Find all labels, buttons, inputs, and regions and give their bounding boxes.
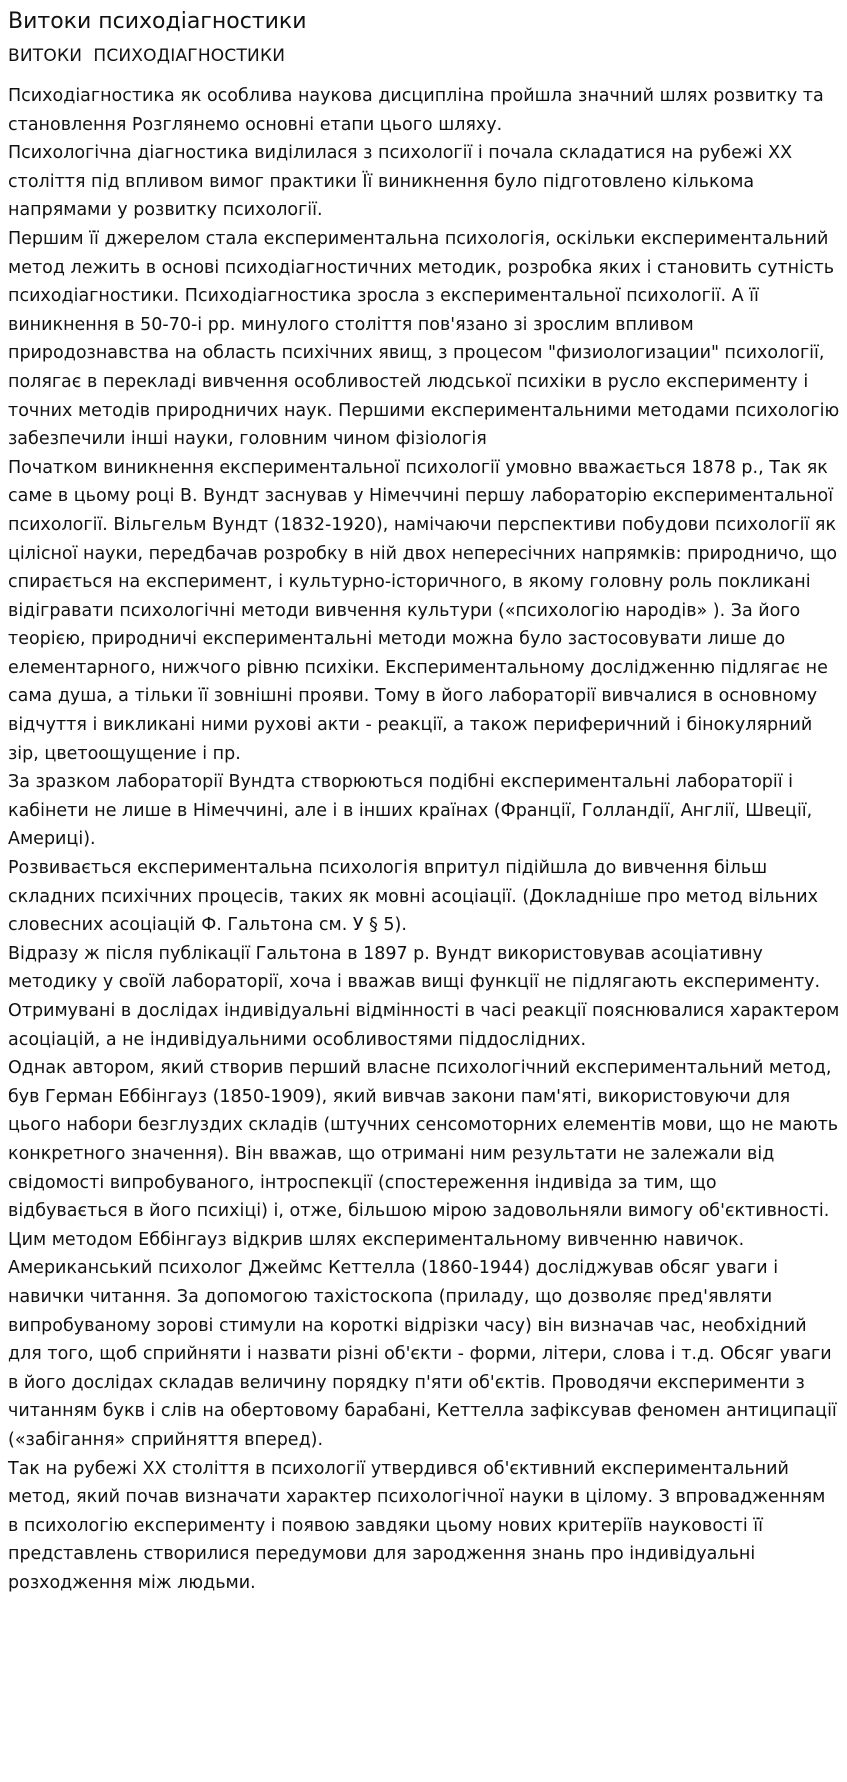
paragraph: За зразком лабораторії Вундта створюються подібні експериментальні лабораторії і кабінети не лише в Німеччині, але і в інших країнах (Франції, Голландії, Англії, Швеції, Америці). (8, 772, 813, 850)
page-title: Витоки психодіагностики (8, 9, 307, 34)
paragraph: Психодіагностика як особлива наукова дисципліна пройшла значний шлях розвитку та становлення Розглянемо основні етапи цього шляху. (8, 86, 824, 135)
paragraph: Американський психолог Джеймс Кеттелла (1860-1944) досліджував обсяг уваги і навички читання. За допомогою тахістоскопа (приладу, що дозволяє пред'являти випробуваному зорові стимули на короткі відрізки часу) він визначав час, необхідний для того, щоб сприйняти і назвати різні об'єкти - форми, літери, слова і т.д. Обсяг уваги в його дослідах складав величину порядку п'яти об'єктів. Проводячи експерименти з читанням букв і слів на обертовому барабані, Кеттелла зафіксував феномен антиципації («забігання» сприйняття вперед). (8, 1258, 837, 1450)
paragraph: Відразу ж після публікації Гальтона в 1897 р. Вундт використовував асоціативну методику у своїй лабораторії, хоча і вважав вищі функції не підлягають експерименту. Отримувані в дослідах індивідуальні відмінності в часі реакції пояснювалися характером асоціацій, а не індивідуальними особливостями піддослідних. (8, 943, 840, 1050)
section-heading: ВИТОКИ ПСИХОДІАГНОСТИКИ (8, 46, 286, 66)
paragraph: Однак автором, який створив перший власне психологічний експериментальний метод, був Герман Еббінгауз (1850-1909), який вивчав закони пам'яті, використовуючи для цього набори безглуздих складів (штучних сенсомоторних елементів мови, що не мають конкретного значення). Він вважав, що отримані ним результати не залежали від свідомості випробуваного, інтроспекції (спостереження індивіда за тим, що відбувається в його психіці) і, отже, більшою мірою задовольняли вимогу об'єктивності. Цим методом Еббінгауз відкрив шлях експериментальному вивченню навичок. (8, 1058, 839, 1250)
paragraph: Розвивається експериментальна психологія впритул підійшла до вивчення більш складних психічних процесів, таких як мовні асоціації. (Докладніше про метод вільних словесних асоціацій Ф. Гальтона см. У § 5). (8, 858, 818, 936)
paragraph: Першим її джерелом стала експериментальна психологія, оскільки експериментальний метод лежить в основі психодіагностичних методик, розробка яких і становить сутність психодіагностики. Психодіагностика зросла з експериментальної психології. А її виникнення в 50-70-і рр. минулого століття пов'язано зі зрослим впливом природознавства на область психічних явищ, з процесом "физиологизации" психології, полягає в перекладі вивчення особливостей людської психіки в русло експерименту і точних методів природничих наук. Першими експериментальними методами психологію забезпечили інші науки, головним чином фізіологія (8, 228, 840, 450)
paragraph: Початком виникнення експериментальної психології умовно вважається 1878 р., Так як саме в цьому році В. Вундт заснував у Німеччині першу лабораторію експериментальної психології. Вільгельм Вундт (1832-1920), намічаючи перспективи побудови психології як цілісної науки, передбачав розробку в ній двох непересічних напрямків: природничо, що спирається на експеримент, і культурно-історичного, в якому головну роль покликані відігравати психологічні методи вивчення культури («психологію народів» ). За його теорією, природничі експериментальні методи можна було застосовувати лише до елементарного, нижчого рівню психіки. Експериментальному дослідженню підлягає не сама душа, а тільки її зовнішні прояви. Тому в його лабораторії вивчалися в основному відчуття і викликані ними рухові акти - реакції, а також периферичний і бінокулярний зір, цветоощущение і пр. (8, 457, 838, 764)
paragraph: Психологічна діагностика виділилася з психології і почала складатися на рубежі ХХ століття під впливом вимог практики Її виникнення було підготовлено кількома напрямами у розвитку психології. (8, 143, 793, 221)
paragraph: Так на рубежі ХХ століття в психології утвердився об'єктивний експериментальний метод, який почав визначати характер психологічної науки в цілому. З впровадженням в психологію експерименту і появою завдяки цьому нових критеріїв науковості її представлень створилися передумови для зародження знань про індивідуальні розходження між людьми. (8, 1458, 826, 1593)
article-body (8, 82, 840, 1597)
